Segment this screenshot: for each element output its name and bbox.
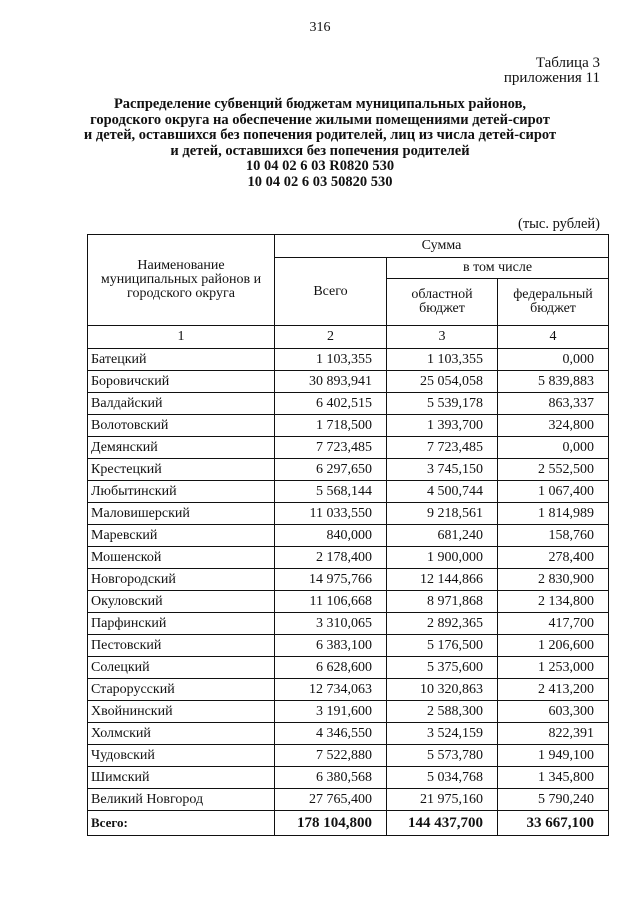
federal-value: 1 067,400 [498,481,609,503]
federal-value: 278,400 [498,547,609,569]
district-name: Мошенской [88,547,275,569]
total-value: 7 522,880 [275,745,387,767]
federal-value: 822,391 [498,723,609,745]
table-row [88,459,609,481]
regional-value: 2 892,365 [387,613,498,635]
total-value: 11 033,550 [275,503,387,525]
total-value: 1 718,500 [275,415,387,437]
district-name: Крестецкий [88,459,275,481]
document-title [0,97,640,190]
regional-value: 25 054,058 [387,371,498,393]
federal-value: 158,760 [498,525,609,547]
units-label: (тыс. рублей) [518,216,600,232]
budget-code-line: 10 04 02 6 03 50820 530 [247,173,393,190]
federal-value: 5 839,883 [498,371,609,393]
grand-total-value: 178 104,800 [275,811,387,836]
table-row [88,745,609,767]
district-name: Хвойнинский [88,701,275,723]
regional-value: 7 723,485 [387,437,498,459]
regional-value: 4 500,744 [387,481,498,503]
table-caption-line2: приложения 11 [503,70,600,86]
subsidy-table [87,234,609,836]
district-name: Волотовский [88,415,275,437]
district-name: Холмский [88,723,275,745]
district-name: Шимский [88,767,275,789]
table-row [88,635,609,657]
district-name: Великий Новгород [88,789,275,811]
total-label: Всего: [88,811,275,836]
total-value: 6 383,100 [275,635,387,657]
table-row [88,481,609,503]
regional-value: 3 745,150 [387,459,498,481]
table-row [88,547,609,569]
federal-value: 2 413,200 [498,679,609,701]
total-value: 27 765,400 [275,789,387,811]
district-name: Демянский [88,437,275,459]
federal-value: 0,000 [498,437,609,459]
total-row [88,811,609,836]
regional-value: 3 524,159 [387,723,498,745]
total-value: 6 628,600 [275,657,387,679]
total-value: 4 346,550 [275,723,387,745]
header-sum: Сумма [275,235,609,258]
title-line: и детей, оставшихся без попечения родителей [170,142,470,159]
district-name: Старорусский [88,679,275,701]
total-value: 5 568,144 [275,481,387,503]
federal-value: 2 134,800 [498,591,609,613]
federal-value: 2 552,500 [498,459,609,481]
grand-federal-value: 33 667,100 [498,811,609,836]
table-caption [504,56,600,86]
table-row [88,657,609,679]
table-row [88,723,609,745]
district-name: Батецкий [88,349,275,371]
total-value: 2 178,400 [275,547,387,569]
total-value: 1 103,355 [275,349,387,371]
district-name: Солецкий [88,657,275,679]
federal-value: 417,700 [498,613,609,635]
total-value: 14 975,766 [275,569,387,591]
table-row [88,591,609,613]
page-number: 316 [309,20,331,35]
grand-regional-value: 144 437,700 [387,811,498,836]
federal-value: 863,337 [498,393,609,415]
regional-value: 5 539,178 [387,393,498,415]
district-name: Любытинский [88,481,275,503]
table-row [88,415,609,437]
total-value: 7 723,485 [275,437,387,459]
district-name: Маловишерский [88,503,275,525]
column-number: 2 [275,326,387,349]
header-including: в том числе [387,258,609,279]
table-row [88,613,609,635]
federal-value: 1 206,600 [498,635,609,657]
table-row [88,393,609,415]
federal-value: 2 830,900 [498,569,609,591]
regional-value: 5 375,600 [387,657,498,679]
federal-value: 1 949,100 [498,745,609,767]
district-name: Окуловский [88,591,275,613]
total-value: 6 402,515 [275,393,387,415]
federal-value: 1 814,989 [498,503,609,525]
federal-value: 1 253,000 [498,657,609,679]
district-name: Пестовский [88,635,275,657]
table-body [88,349,609,836]
total-value: 12 734,063 [275,679,387,701]
header-regional: областной бюджет [387,279,498,326]
table-row [88,349,609,371]
regional-value: 2 588,300 [387,701,498,723]
title-line: городского округа на обеспечение жилыми помещениями детей-сирот [90,111,550,128]
total-value: 3 310,065 [275,613,387,635]
federal-value: 324,800 [498,415,609,437]
total-value: 3 191,600 [275,701,387,723]
regional-value: 5 573,780 [387,745,498,767]
district-name: Новгородский [88,569,275,591]
table-row [88,371,609,393]
total-value: 30 893,941 [275,371,387,393]
district-name: Маревский [88,525,275,547]
column-number: 1 [88,326,275,349]
table-row [88,701,609,723]
table-row [88,767,609,789]
federal-value: 0,000 [498,349,609,371]
table-row [88,525,609,547]
regional-value: 1 900,000 [387,547,498,569]
regional-value: 5 176,500 [387,635,498,657]
regional-value: 12 144,866 [387,569,498,591]
header-federal: федеральный бюджет [498,279,609,326]
table-row [88,679,609,701]
total-value: 11 106,668 [275,591,387,613]
table-row [88,503,609,525]
district-name: Чудовский [88,745,275,767]
header-name: Наименование муниципальных районов и городского округа [88,235,275,326]
regional-value: 681,240 [387,525,498,547]
total-value: 6 297,650 [275,459,387,481]
district-name: Парфинский [88,613,275,635]
title-line: и детей, оставшихся без попечения родителей, лиц из числа детей-сирот [83,127,557,143]
regional-value: 1 393,700 [387,415,498,437]
federal-value: 603,300 [498,701,609,723]
federal-value: 1 345,800 [498,767,609,789]
table-row [88,569,609,591]
district-name: Боровичский [88,371,275,393]
table-row [88,437,609,459]
regional-value: 21 975,160 [387,789,498,811]
budget-code-line: 10 04 02 6 03 R0820 530 [245,158,395,174]
header-total: Всего [275,258,387,326]
district-name: Валдайский [88,393,275,415]
regional-value: 1 103,355 [387,349,498,371]
column-number: 3 [387,326,498,349]
federal-value: 5 790,240 [498,789,609,811]
total-value: 6 380,568 [275,767,387,789]
table-caption-line1: Таблица 3 [535,55,600,71]
table-row [88,789,609,811]
regional-value: 10 320,863 [387,679,498,701]
regional-value: 8 971,868 [387,591,498,613]
regional-value: 9 218,561 [387,503,498,525]
total-value: 840,000 [275,525,387,547]
column-number: 4 [498,326,609,349]
title-line: Распределение субвенций бюджетам муниципальных районов, [113,96,527,112]
regional-value: 5 034,768 [387,767,498,789]
